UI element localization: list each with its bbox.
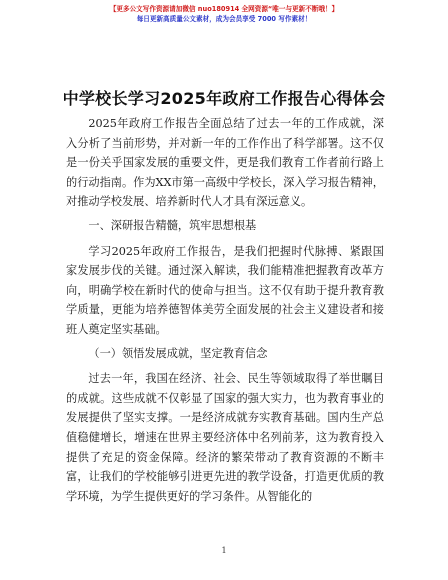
page-number: 1 — [221, 546, 227, 555]
subsection-heading-1: （一）领悟发展成就，坚定教育信念 — [88, 346, 268, 360]
section-1-paragraph: 学习2025年政府工作报告，是我们把握时代脉搏、紧跟国家发展步伐的关键。通过深入解读，我们能精准把握教育改革方向，明确学校在新时代的使命与担当。这不仅有助于提升教育教学质量，更能为培养德智体美劳全面发展的社会主义建设者和接班人奠定坚实基础。 — [66, 244, 384, 336]
document-body — [66, 114, 384, 506]
section-heading-1: 一、深研报告精髓，筑牢思想根基 — [88, 218, 257, 232]
header-banner — [0, 4, 448, 24]
subsection-1-paragraph: 过去一年，我国在经济、社会、民生等领域取得了举世瞩目的成就。这些成就不仅彰显了国家的强大实力，也为教育事业的发展提供了坚实支撑。一是经济成就夯实教育基础。国内生产总值稳健增长，增速在世界主要经济体中名列前茅，这为教育投入提供了充足的资金保障。经济的繁荣带动了教育资源的不断丰富，让我们的学校能够引进更先进的教学设备，打造更优质的教学环境，为学生提供更好的学习条件。从智能化的 — [66, 372, 384, 503]
banner-line-promo: 【更多公文写作资源请加微信 nuo180914 全网资源“唯一与更新不断哦！】 — [109, 5, 339, 13]
document-title: 中学校长学习2025年政府工作报告心得体会 — [62, 89, 386, 108]
intro-paragraph: 2025年政府工作报告全面总结了过去一年的工作成就，深入分析了当前形势，并对新一年的工作作出了科学部署。这不仅是一份关乎国家发展的重要文件，更是我们教育工作者前行路上的行动指南。作为XX市第一高级中学校长，深入学习报告精神，对推动学校发展、培养新时代人才具有深远意义。 — [66, 117, 384, 209]
banner-line-update: 每日更新高质量公文素材，成为会员享受 7000 写作素材！ — [136, 15, 312, 23]
